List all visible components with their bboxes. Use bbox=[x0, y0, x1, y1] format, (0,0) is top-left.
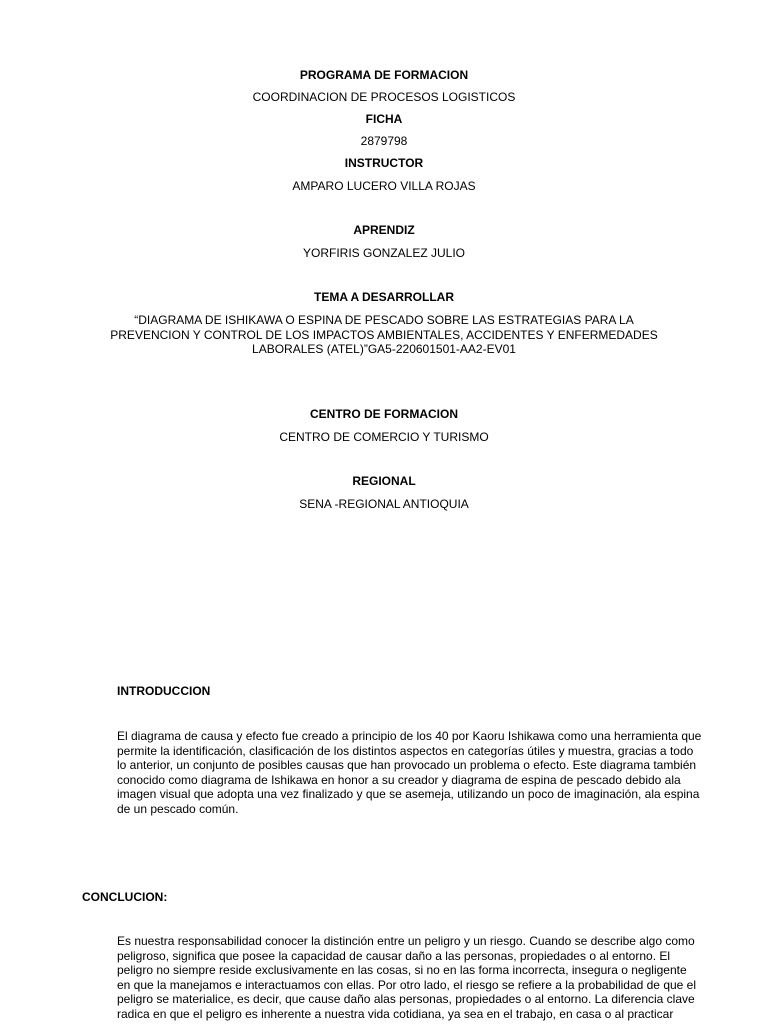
regional-value: SENA -REGIONAL ANTIOQUIA bbox=[299, 497, 469, 511]
introduccion-heading: INTRODUCCION bbox=[117, 684, 211, 698]
paragraph-line: conocido como diagrama de Ishikawa en honor a su creador y diagrama de espina de pescado debido ala bbox=[117, 772, 681, 787]
ficha-value: 2879798 bbox=[360, 134, 408, 148]
paragraph-line: radica en que el peligro es inherente a nuestra vida cotidiana, ya sea en el trabajo, en casa o al practicar bbox=[117, 1006, 674, 1021]
ficha-label: FICHA bbox=[365, 112, 403, 126]
conclusion-heading: CONCLUCION: bbox=[82, 890, 168, 904]
tema-text bbox=[110, 313, 658, 357]
tema-label: TEMA A DESARROLLAR bbox=[314, 290, 454, 304]
centro-label: CENTRO DE FORMACION bbox=[310, 407, 458, 421]
paragraph-line: en que la manejamos e interactuamos con ellas. Por otro lado, el riesgo se refiere a la probabilidad de que el bbox=[117, 977, 697, 992]
paragraph-line: imagen visual que adopta una vez finalizado y que se asemeja, utilizando un poco de imaginación, ala espina bbox=[117, 787, 700, 802]
paragraph-line: El diagrama de causa y efecto fue creado a principio de los 40 por Kaoru Ishikawa como una herramienta que bbox=[117, 729, 702, 743]
conclusion-paragraph bbox=[117, 934, 697, 1022]
programa-value: COORDINACION DE PROCESOS LOGISTICOS bbox=[252, 90, 516, 104]
instructor-label: INSTRUCTOR bbox=[344, 156, 424, 170]
paragraph-line: permite la identificación, clasificación de los distintos aspectos en categorías útiles y muestra, gracias a todo bbox=[117, 743, 694, 758]
introduccion-paragraph bbox=[117, 729, 702, 817]
paragraph-line: lo anterior, un conjunto de posibles causas que han provocado un problema o efecto. Este diagrama también bbox=[117, 758, 697, 773]
paragraph-line: de un pescado común. bbox=[117, 801, 239, 816]
paragraph-line: Es nuestra responsabilidad conocer la distinción entre un peligro y un riesgo. Cuando se describe algo como bbox=[117, 934, 695, 948]
tema-line: LABORALES (ATEL)”GA5-220601501-AA2-EV01 bbox=[252, 342, 516, 356]
programa-label: PROGRAMA DE FORMACION bbox=[299, 68, 469, 82]
tema-line: “DIAGRAMA DE ISHIKAWA O ESPINA DE PESCADO SOBRE LAS ESTRATEGIAS PARA LA bbox=[134, 313, 634, 327]
centro-value: CENTRO DE COMERCIO Y TURISMO bbox=[279, 430, 489, 444]
aprendiz-value: YORFIRIS GONZALEZ JULIO bbox=[302, 246, 466, 260]
tema-line: PREVENCION Y CONTROL DE LOS IMPACTOS AMBIENTALES, ACCIDENTES Y ENFERMEDADES bbox=[110, 327, 658, 342]
paragraph-line: peligroso, significa que posee la capacidad de causar daño a las personas, propiedades o al entorno. El bbox=[117, 948, 671, 963]
regional-label: REGIONAL bbox=[352, 474, 416, 488]
paragraph-line: peligro se materialice, es decir, que cause daño alas personas, propiedades o al entorno. La diferencia clave bbox=[117, 992, 695, 1007]
paragraph-line: peligro no siempre reside exclusivamente en las cosas, si no en las forma incorrecta, insegura o negligente bbox=[117, 963, 687, 978]
aprendiz-label: APRENDIZ bbox=[353, 223, 415, 237]
instructor-value: AMPARO LUCERO VILLA ROJAS bbox=[292, 179, 476, 193]
